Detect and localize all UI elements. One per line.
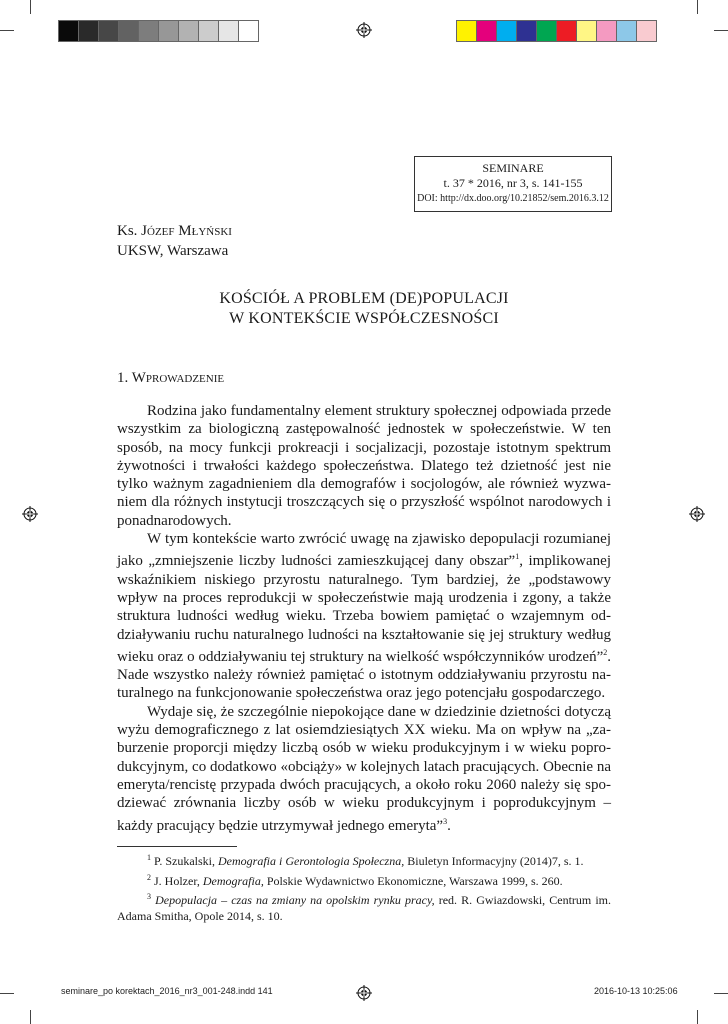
journal-info-box (414, 156, 612, 212)
gray-swatch (239, 21, 258, 41)
process-color-bar (456, 20, 657, 42)
color-swatch (557, 21, 577, 41)
crop-mark (30, 0, 31, 14)
footnote-2: $^2$ J. Holzer, Demografia, Polskie Wydawnictwo Ekonomiczne, Warszawa 1999, s. 260. (147, 872, 563, 888)
color-swatch (577, 21, 597, 41)
author-name: Józef Młyński (141, 223, 232, 239)
grayscale-color-bar (58, 20, 259, 42)
footnote-3: $^3$ Depopulacja – czas na zmiany na opolskim rynku pracy, red. R. Gwiazdowski, Centrum im. Adama Smitha, Opole 2014, s. 10. (117, 892, 611, 923)
registration-mark-icon (689, 506, 705, 522)
footnote-ref[interactable]: 1 (515, 552, 520, 562)
color-swatch (537, 21, 557, 41)
author-prefix: Ks. (117, 223, 138, 239)
crop-mark (0, 30, 14, 31)
slug-filename: seminare_po korektach_2016_nr3_001-248.indd 141 (61, 986, 273, 996)
registration-mark-icon (22, 506, 38, 522)
article-body (117, 402, 611, 835)
body-paragraph: Wydaje się, że szczególnie niepokojące dane w dziedzinie dzietności dotyczą wyżu demograficznego z lat osiemdziesiątych XX wieku. Ma on wpływ na „zaburzenie proporcji między liczbą osób w wieku produkcyjnym i w wieku poprodukcyjnym, co dodatkowo «obciąży» w kolejnych latach pracujących. Obecnie na emeryta/rencistę przypada dwóch pracujących, a około roku 2060 należy się spodziewać zrównania liczby osób w wieku produkcyjnym i poprodukcyjnym – każdy pracujący będzie utrzymywał jednego emeryta”$^3$. (117, 703, 611, 834)
footnote-1: $^1$ P. Szukalski, Demografia i Gerontologia Społeczna, Biuletyn Informacyjny (2014)7, s. 1. (147, 853, 584, 868)
color-swatch (457, 21, 477, 41)
gray-swatch (79, 21, 99, 41)
footnote-divider (117, 846, 237, 847)
color-swatch (517, 21, 537, 41)
color-swatch (477, 21, 497, 41)
footnote-ref[interactable]: 2 (603, 647, 608, 657)
section-title: Wprowadzenie (131, 370, 225, 386)
registration-mark-icon (356, 22, 372, 38)
article-title (117, 289, 611, 329)
footnotes (117, 850, 611, 924)
section-number: 1. (117, 370, 129, 386)
slug-timestamp: 2016-10-13 10:25:06 (594, 986, 678, 996)
crop-mark (0, 993, 14, 994)
crop-mark (697, 0, 698, 14)
body-paragraph: Rodzina jako fundamentalny element struktury społecznej odpowiada przede wszystkim za biologiczną zastępowalność jednostek w społeczeństwie. W ten sposób, na mocy funkcji prokreacji i socjalizacji, pozostaje istotnym spektrum żywotności i trwałości każdego społeczeństwa. Dlatego też dzietność jest nie tylko ważnym zagadnieniem dla demografów i socjologów, ale również wyzwaniem dla różnych instytucji troszczących się o przyszłość wspólnot narodowych i ponadnarodowych. (117, 403, 611, 529)
gray-swatch (59, 21, 79, 41)
color-swatch (497, 21, 517, 41)
title-line-2: W KONTEKŚCIE WSPÓŁCZESNOŚCI (229, 310, 499, 327)
journal-name: SEMINARE (482, 161, 544, 175)
gray-swatch (139, 21, 159, 41)
crop-mark (30, 1010, 31, 1024)
journal-doi: DOI: http://dx.doo.org/10.21852/sem.2016.3.12 (417, 193, 609, 204)
crop-mark (714, 30, 728, 31)
gray-swatch (119, 21, 139, 41)
footnote-ref[interactable]: 3 (443, 816, 448, 826)
author-block (117, 221, 232, 261)
registration-mark-icon (356, 985, 372, 1001)
color-swatch (617, 21, 637, 41)
section-heading (117, 370, 224, 387)
crop-mark (714, 993, 728, 994)
body-paragraph: W tym kontekście warto zwrócić uwagę na zjawisko depopulacji rozumianej jako „zmniejszenie liczby ludności zamieszkującej dany obszar”$^1$, implikowanej wskaźnikiem niskiego przyrostu naturalnego. Tym bardziej, że „podstawowy wpływ na proces reprodukcji w społeczeństwie mają urodzenia i zgony, a także struktura ludności według wieku. Trzeba bowiem pamiętać o wzajemnym oddziaływaniu ruchu naturalnego ludności na kształtowanie się jej struktury według wieku oraz o oddziaływaniu tej struktury na wielkość współczynników urodzeń”$^2$. Nade wszystko należy również pamiętać o istotnym oddziaływaniu przyrostu naturalnego na funkcjonowanie społeczeństwa oraz jego potencjału gospodarczego. (117, 531, 611, 702)
gray-swatch (179, 21, 199, 41)
color-swatch (637, 21, 656, 41)
gray-swatch (199, 21, 219, 41)
color-swatch (597, 21, 617, 41)
author-affiliation: UKSW, Warszawa (117, 243, 229, 259)
gray-swatch (99, 21, 119, 41)
gray-swatch (219, 21, 239, 41)
journal-volume: t. 37 * 2016, nr 3, s. 141-155 (443, 176, 583, 190)
title-line-1: KOŚCIÓŁ A PROBLEM (DE)POPULACJI (219, 290, 509, 307)
gray-swatch (159, 21, 179, 41)
crop-mark (697, 1010, 698, 1024)
